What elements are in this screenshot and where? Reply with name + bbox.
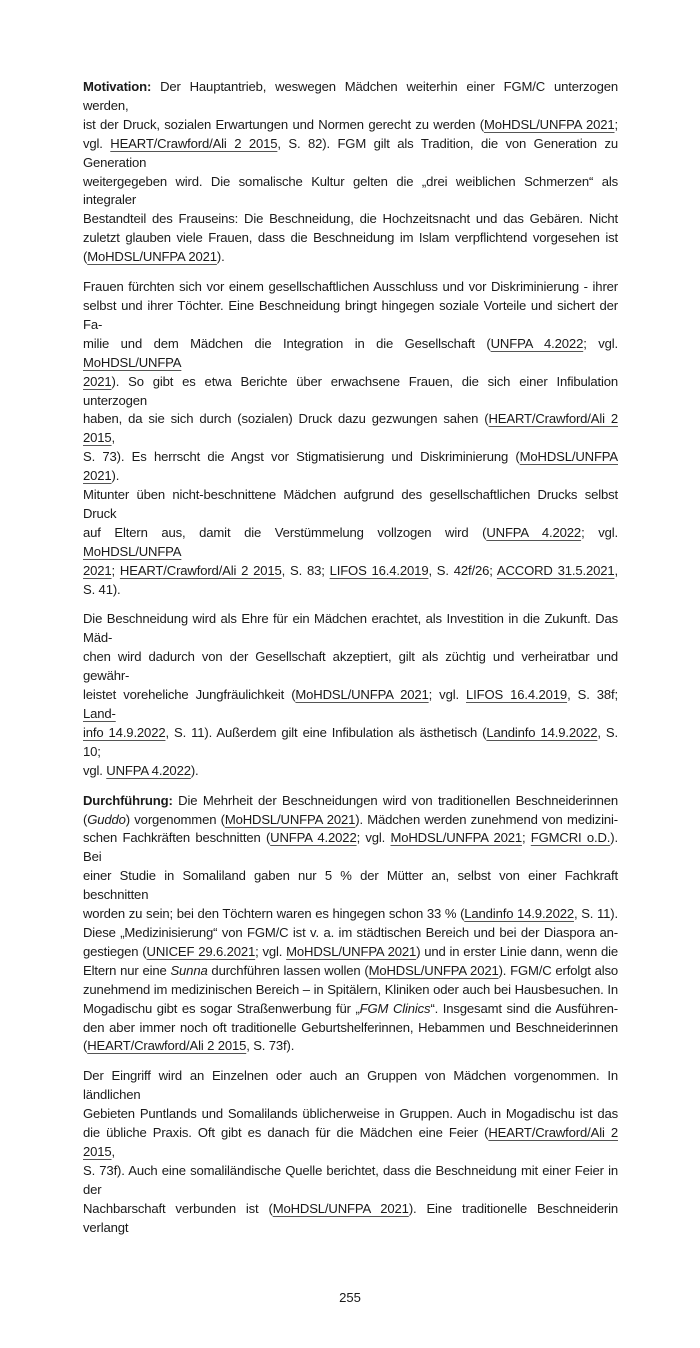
body-text: chen wird dadurch von der Gesellschaft akzeptiert, gilt als züchtig und verheiratbar und gewähr- [83,649,618,684]
body-text: die übliche Praxis. Oft gibt es danach für die Mädchen eine Feier ( [83,1125,489,1141]
body-text: durchführen lassen wollen ( [207,962,369,978]
body-text: , S. 73f). [246,1038,295,1054]
body-text: Die Mehrheit der Beschneidungen wird von traditionellen Beschneiderinnen [172,792,618,808]
body-text: worden zu sein; bei den Töchtern waren es hingegen schon 33 % ( [83,906,465,922]
body-text: ist der Druck, sozialen Erwartungen und Normen gerecht zu werden ( [83,116,484,132]
citation-link[interactable]: MoHDSL/UNFPA 2021 [87,249,217,265]
text-line [83,116,618,135]
body-text: Der Hauptantrieb, weswegen Mädchen weiterhin einer FGM/C unterzogen werden, [83,79,618,113]
text-line [83,1000,618,1019]
citation-link[interactable]: MoHDSL/UNFPA 2021 [83,449,618,484]
body-text: “. Insgesamt sind die Ausführen- [430,1000,618,1016]
text-line [83,648,618,686]
body-text: , [111,430,116,446]
body-text: , S. 11). Außerdem gilt eine Infibulation als ästhetisch ( [165,724,487,740]
text-line [83,373,618,411]
citation-link[interactable]: HEART/Crawford/Ali 2 2015 [87,1038,247,1054]
body-text: , S. 38f; [567,687,618,703]
body-text: Nachbarschaft verbunden ist ( [83,1200,273,1216]
section-label: Durchführung: [83,792,173,808]
body-text: ). Bei [83,830,618,865]
body-text: zunehmend im medizinischen Bereich – in Spitälern, Kliniken oder auch bei Hausbesuchen. In [83,981,618,997]
body-text: den aber immer noch oft traditionelle Geburtshelferinnen, Hebammen und Beschneiderinnen [83,1019,618,1035]
body-text: ) und in erster Linie dann, wenn die [416,943,619,959]
citation-link[interactable]: MoHDSL/UNFPA 2021 [224,811,356,827]
text-line [83,297,618,335]
text-line [83,610,618,648]
text-line [83,686,618,724]
citation-link[interactable]: MoHDSL/UNFPA 2021 [390,830,522,846]
body-text: S. 41). [83,581,121,597]
body-text: , S. 10; [83,724,618,759]
text-line [83,811,618,830]
body-text: , S. 11). [573,906,618,922]
paragraph [83,610,618,780]
text-line [83,448,618,486]
citation-link[interactable]: UNFPA 4.2022 [490,335,584,351]
body-text: milie und dem Mädchen die Integration in die Gesellschaft ( [83,335,491,351]
body-text: auf Eltern aus, damit die Verstümmelung vollzogen wird ( [83,524,487,540]
citation-link[interactable]: HEART/Crawford/Ali 2 2015 [110,135,278,151]
paragraph [83,78,618,267]
body-text: , [111,1143,116,1159]
text-line [83,562,618,581]
body-text: Mogadischu gibt es sogar Straßenwerbung für „ [83,1000,360,1016]
body-text: Eltern nur eine [83,962,171,978]
text-line [83,229,618,248]
citation-link[interactable]: LIFOS 16.4.2019 [466,687,568,703]
body-text: ; [111,562,120,578]
citation-link[interactable]: UNFPA 4.2022 [106,762,191,778]
text-line [83,962,618,981]
citation-link[interactable]: LIFOS 16.4.2019 [329,562,429,578]
text-line [83,981,618,1000]
body-text: ( [83,1038,88,1054]
citation-link[interactable]: FGMCRI o.D. [530,830,611,846]
body-text: ). So gibt es etwa Berichte über erwachsene Frauen, die sich einer Infibulation unterzogen [83,373,618,408]
citation-link[interactable]: info 14.9.2022 [83,724,166,740]
citation-link[interactable]: UNFPA 4.2022 [270,830,357,846]
text-line [83,1105,618,1124]
emphasized-term: Sunna [170,962,208,978]
body-text: Der Eingriff wird an Einzelnen oder auch an Gruppen von Mädchen vorgenommen. In ländlichen [83,1068,618,1103]
emphasized-term: Guddo [87,811,126,827]
text-line [83,1037,618,1056]
body-text: Diese „Medizinisierung“ von FGM/C ist v. a. im städtischen Bereich und bei der Diaspora an- [83,924,618,940]
body-text: ( [83,811,88,827]
text-line [83,78,618,116]
text-line [83,829,618,867]
body-text: ; vgl. [255,943,287,959]
citation-link[interactable]: Land- [83,706,116,721]
body-text: ). [216,249,225,265]
text-line [83,1200,618,1238]
citation-link[interactable]: HEART/Crawford/Ali 2 2015 [119,562,282,578]
body-text: ). FGM/C erfolgt also [498,962,619,978]
text-line [83,173,618,211]
text-line [83,278,618,297]
body-text: Mitunter üben nicht-beschnittene Mädchen aufgrund des gesellschaftlichen Drucks selbst Druck [83,487,618,521]
body-text: S. 73). Es herrscht die Angst vor Stigmatisierung und Diskriminierung ( [83,449,520,465]
text-line [83,905,618,924]
body-text: einer Studie in Somaliland gaben nur 5 % der Mütter an, selbst von einer Fachkraft beschnitten [83,868,618,903]
body-text: ) vorgenommen ( [125,811,225,827]
paragraph [83,1067,618,1237]
text-line [83,1162,618,1200]
paragraph [83,278,618,599]
text-line [83,867,618,905]
body-text: ; vgl. [356,830,391,846]
citation-link[interactable]: UNICEF 29.6.2021 [146,943,256,959]
text-line [83,524,618,562]
citation-link[interactable]: MoHDSL/UNFPA 2021 [295,687,429,703]
body-text: gestiegen ( [83,943,147,959]
text-line [83,724,618,762]
text-line [83,248,618,267]
text-line [83,943,618,962]
body-text: weitergegeben wird. Die somalische Kultur gelten die „drei weiblichen Schmerzen“ als integraler [83,173,618,208]
body-text: , S. 83; [281,562,330,578]
text-line [83,135,618,173]
citation-link[interactable]: Landinfo 14.9.2022 [486,724,598,740]
section-label: Motivation: [83,79,152,94]
body-text: zuletzt glauben viele Frauen, dass die Beschneidung im Islam verpflichtend vorgesehen ist [83,230,618,246]
citation-link[interactable]: 2021 [83,373,112,389]
body-text: S. 73f). Auch eine somaliländische Quelle berichtet, dass die Beschneidung mit einer Feier in der [83,1162,618,1197]
text-line [83,762,618,781]
text-line [83,1067,618,1105]
citation-link[interactable]: 2021 [83,562,112,578]
text-line [83,410,618,448]
citation-link[interactable]: MoHDSL/UNFPA 2021 [368,962,499,978]
emphasized-term: FGM Clinics [359,1000,431,1016]
body-text: selbst und ihrer Töchter. Eine Beschneidung bringt hingegen soziale Vorteile und sichert der Fa- [83,297,618,332]
body-text: vgl. [83,762,107,778]
citation-link[interactable]: MoHDSL/UNFPA [83,543,182,559]
body-text: , S. 82). FGM gilt als Tradition, die von Generation zu Generation [83,135,618,170]
citation-link[interactable]: Landinfo 14.9.2022 [464,906,574,922]
citation-link[interactable]: MoHDSL/UNFPA 2021 [286,943,417,959]
citation-link[interactable]: MoHDSL/UNFPA [83,354,182,370]
body-text: , S. 42f/26; [428,562,497,578]
citation-link[interactable]: HEART/Crawford/Ali 2 2015 [83,1125,618,1159]
body-text: vgl. [83,135,111,151]
body-text: leistet voreheliche Jungfräulichkeit ( [83,687,296,703]
citation-link[interactable]: ACCORD 31.5.2021 [496,562,615,578]
citation-link[interactable]: HEART/Crawford/Ali 2 2015 [83,411,618,446]
text-line [83,210,618,229]
body-text: ; vgl. [428,687,467,703]
body-text: ( [83,249,88,265]
text-line [83,792,618,811]
text-line [83,581,618,600]
body-text: haben, da sie sich durch (sozialen) Druck dazu gezwungen sahen ( [83,411,489,427]
body-text: schen Fachkräften beschnitten ( [83,830,271,846]
body-text: ; [614,116,618,132]
paragraph [83,792,618,1057]
text-line [83,1019,618,1038]
body-text: ; vgl. [583,335,618,351]
body-text: ; vgl. [581,524,618,540]
body-text: ). [190,762,199,778]
citation-link[interactable]: UNFPA 4.2022 [486,524,582,540]
text-line [83,486,618,524]
page-number: 255 [339,1290,361,1306]
body-text: ; [521,830,531,846]
body-text: ). Mädchen werden zunehmend von medizini- [355,811,619,827]
body-text: ). [111,468,120,484]
body-text: Bestandteil des Frauseins: Die Beschneidung, die Hochzeitsnacht und das Gebären. Nicht [83,211,618,227]
body-text: Die Beschneidung wird als Ehre für ein Mädchen erachtet, als Investition in die Zukunft. Das Mäd- [83,611,618,646]
document-body [83,78,618,1237]
text-line [83,335,618,373]
body-text: ). Eine traditionelle Beschneiderin verlangt [83,1200,618,1235]
text-line [83,1124,618,1162]
body-text: , [614,562,618,578]
citation-link[interactable]: MoHDSL/UNFPA 2021 [272,1200,409,1216]
citation-link[interactable]: MoHDSL/UNFPA 2021 [483,116,615,132]
body-text: Gebieten Puntlands und Somalilands üblicherweise in Gruppen. Auch in Mogadischu ist das [83,1106,618,1122]
text-line [83,924,618,943]
body-text: Frauen fürchten sich vor einem gesellschaftlichen Ausschluss und vor Diskriminierung - ihrer [83,279,618,295]
